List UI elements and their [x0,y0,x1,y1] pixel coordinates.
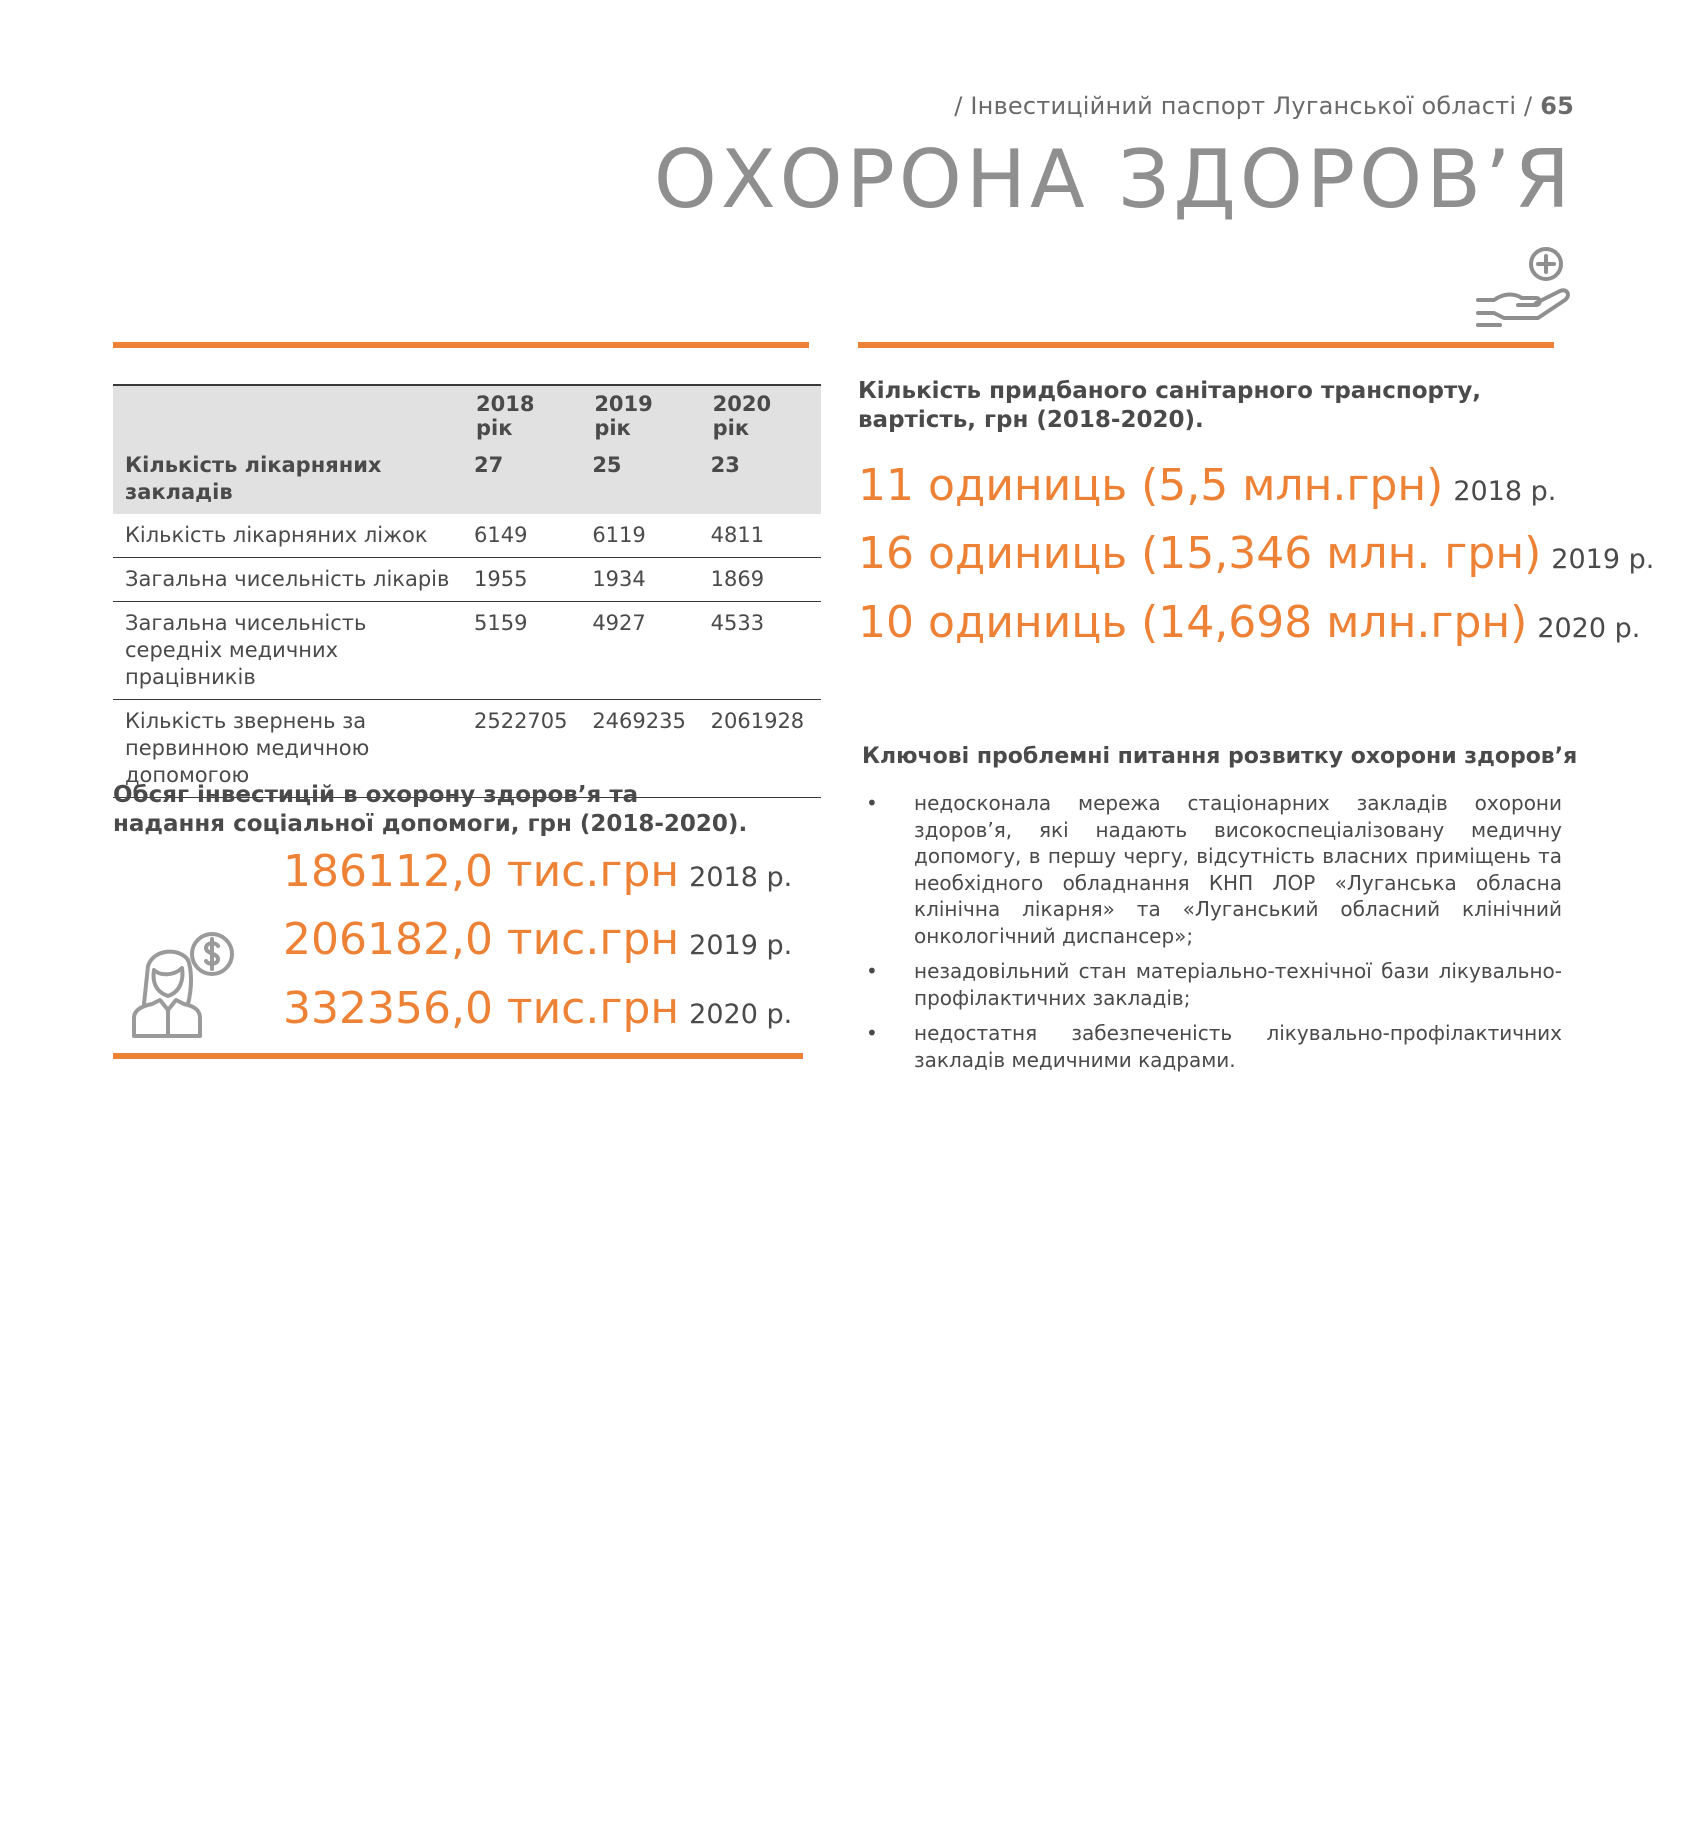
transport-year: 2018 р. [1453,476,1557,507]
left-bottom-rule [113,1053,803,1059]
table-cell: 4811 [703,514,821,558]
person-with-dollar-icon [130,930,242,1040]
issues-list [862,790,1562,1082]
row-label: Кількість лікарняних закладів [113,444,466,514]
bullet-icon: • [866,791,878,815]
list-item [862,790,1562,949]
table-header-cell [113,385,466,444]
list-item [862,958,1562,1011]
table-row [113,444,821,514]
table-cell: 2061928 [703,700,821,798]
list-item [862,1020,1562,1073]
transport-title: Кількість придбаного санітарного транспорту, вартість, грн (2018-2020). [858,378,1482,433]
row-label: Загальна чисельність лікарів [113,558,466,602]
table-header-cell: 2018 рік [466,385,584,444]
investment-year: 2020 р. [689,999,793,1030]
health-statistics-table [113,384,821,798]
left-top-rule [113,342,809,348]
table-cell: 6149 [466,514,584,558]
investment-title: Обсяг інвестицій в охорону здоров’я та надання соціальної допомоги, грн (2018-2020). [113,782,748,837]
investment-year: 2019 р. [689,930,793,961]
running-title: / Інвестиційний паспорт Луганської області / [954,92,1533,120]
table-cell: 27 [466,444,584,514]
list-item-text: незадовільний стан матеріально-технічної бази лікувально-профілактичних закладів; [914,959,1562,1010]
table-row [113,602,821,700]
transport-value: 10 одиниць (14,698 млн.грн) [858,597,1528,648]
table-cell: 25 [584,444,702,514]
table-cell: 1869 [703,558,821,602]
table-header-row [113,385,821,444]
transport-value: 16 одиниць (15,346 млн. грн) [858,528,1542,579]
table-header-cell: 2019 рік [584,385,702,444]
investment-item [283,914,792,965]
table-row [113,558,821,602]
investment-value: 332356,0 тис.грн [283,983,680,1034]
investment-item [283,846,792,897]
transport-year: 2020 р. [1537,613,1641,644]
investment-year: 2018 р. [689,862,793,893]
table-cell: 1955 [466,558,584,602]
table-cell: 6119 [584,514,702,558]
table-cell: 2522705 [466,700,584,798]
table-cell: 2469235 [584,700,702,798]
transport-item [858,528,1654,579]
transport-value: 11 одиниць (5,5 млн.грн) [858,460,1444,511]
transport-item [858,597,1640,648]
table-cell: 4927 [584,602,702,700]
running-header [954,92,1574,120]
investment-value: 186112,0 тис.грн [283,846,680,897]
transport-item [858,460,1556,511]
table-header-cell: 2020 рік [703,385,821,444]
table-row [113,514,821,558]
page-number: 65 [1540,92,1574,120]
investment-value: 206182,0 тис.грн [283,914,680,965]
row-label: Загальна чисельність середніх медичних працівників [113,602,466,700]
table-cell: 5159 [466,602,584,700]
issues-title: Ключові проблемні питання розвитку охорони здоров’я [862,744,1578,769]
table-cell: 1934 [584,558,702,602]
row-label: Кількість лікарняних ліжок [113,514,466,558]
bullet-icon: • [866,959,878,983]
right-top-rule [858,342,1554,348]
hand-with-medical-cross-icon [1474,245,1574,330]
row-label: Кількість звернень за первинною медичною допомогою [113,700,466,798]
investment-item [283,983,792,1034]
table-cell: 4533 [703,602,821,700]
bullet-icon: • [866,1021,878,1045]
list-item-text: недостатня забезпеченість лікувально-профілактичних закладів медичними кадрами. [914,1021,1562,1072]
table-cell: 23 [703,444,821,514]
transport-year: 2019 р. [1551,544,1655,575]
page-title: ОХОРОНА ЗДОРОВ’Я [653,133,1574,226]
list-item-text: недосконала мережа стаціонарних закладів охорони здоров’я, які надають високоспеціалізовану медичну допомогу, в першу чергу, відсутність власних приміщень та необхідного обладнання КНП ЛОР «Луганська обласна клінічна лікарня» та «Луганський обласний клінічний онкологічний диспансер»; [914,791,1562,948]
